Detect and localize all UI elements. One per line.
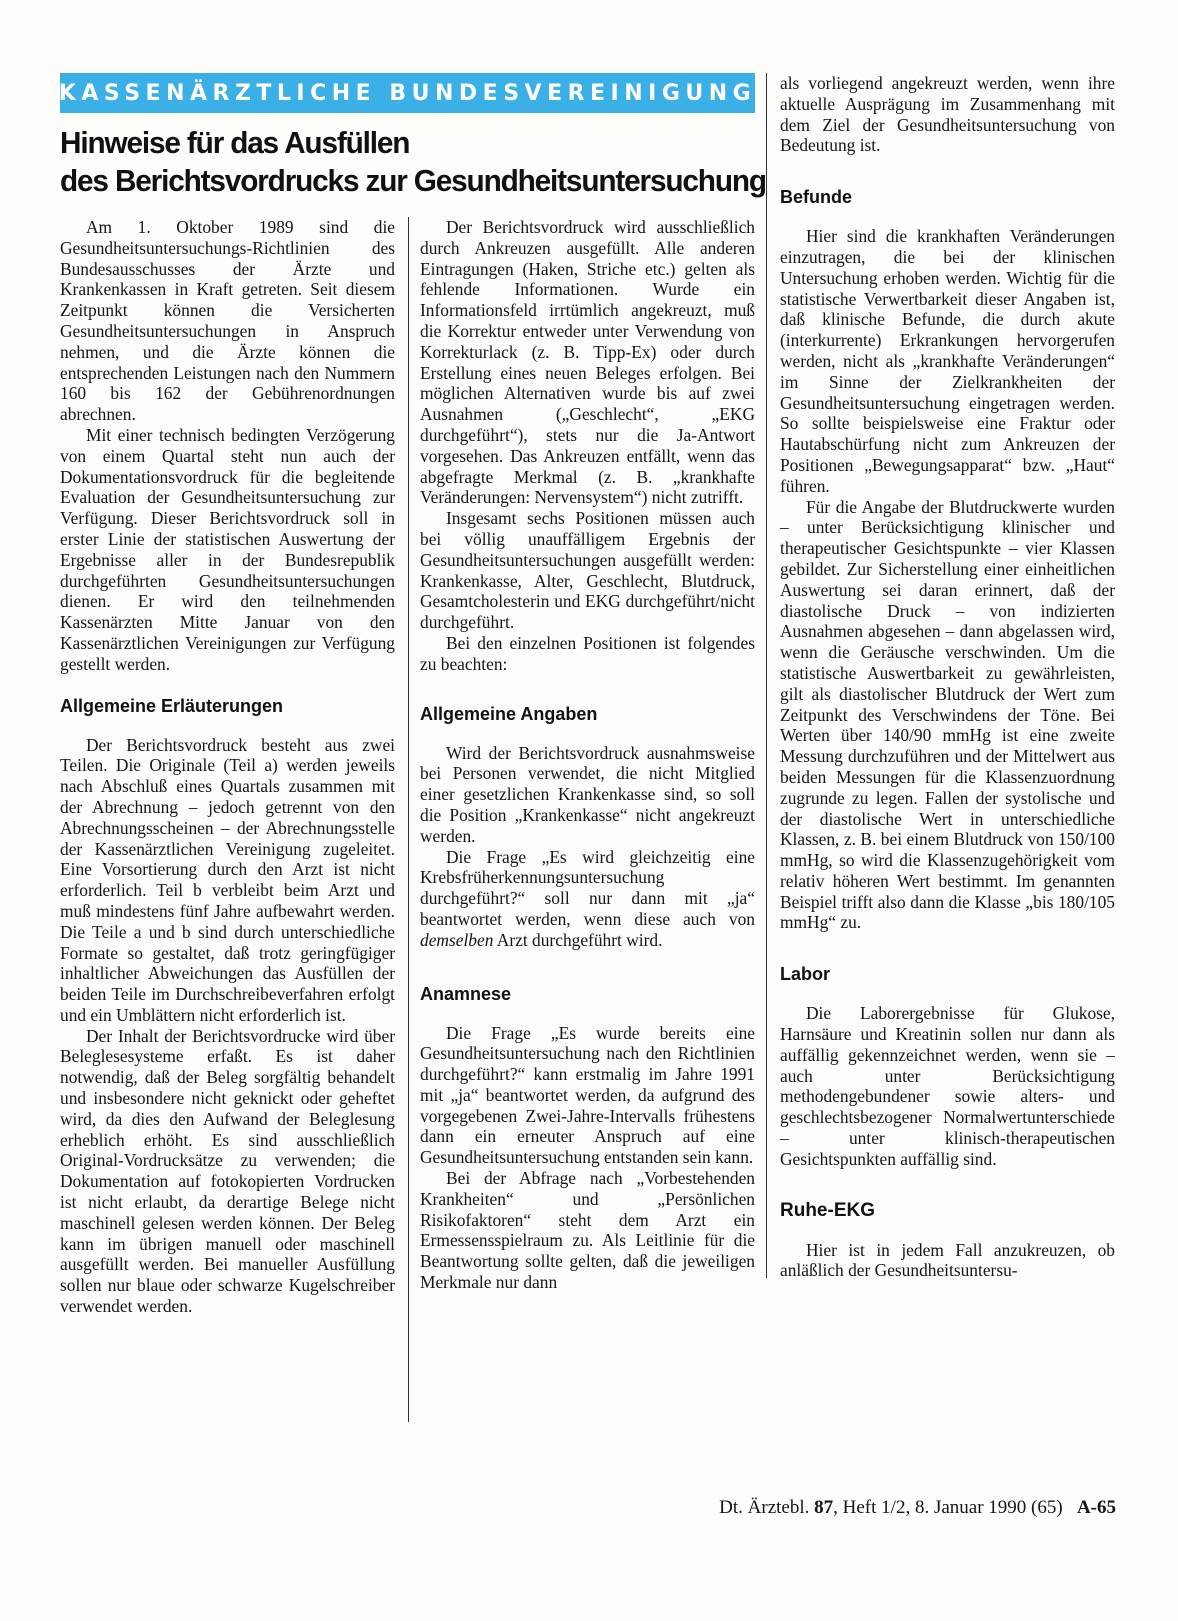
column-divider (408, 217, 409, 1422)
journal-name: Dt. Ärztebl. (719, 1497, 810, 1518)
paragraph: Die Frage „Es wurde bereits eine Gesundheitsuntersuchung nach den Richtlinien durchgeführt?“ kann erstmalig im Jahre 1991 mit „ja“ beantwortet werden, da aufgrund des vorgegebenen Zwei-Jahre-Intervalls frühestens dann ein erneuter Anspruch auf eine Gesundheitsuntersuchung entstanden sein kann. (420, 1022, 755, 1168)
paragraph: Der Inhalt der Berichtsvordrucke wird über Beleglesesysteme erfaßt. Es ist daher notwendig, daß der Beleg sorgfältig behandelt und insbesondere nicht geknickt oder geheftet wird, da dies den Aufwand der Beleglesung erheblich erhöht. Es sind ausschließlich Original-Vordrucksätze zu verwenden; die Dokumentation auf fotokopierten Vordrucken ist nicht erlaubt, da derartige Belege nicht maschinell gelesen werden können. Der Beleg kann im übrigen manuell oder maschinell ausgefüllt werden. Bei manueller Ausfüllung sollen nur blaue oder schwarze Kugelschreiber verwendet werden. (60, 1025, 395, 1317)
headline-line-1: Hinweise für das Ausfüllen (60, 125, 410, 160)
column-divider (766, 73, 767, 1278)
paragraph (420, 847, 755, 951)
text-run: Die Frage „Es wird gleichzeitig eine Krebsfrüherkennungsuntersuchung durchgeführt?“ soll nur dann mit „ja“ beantwortet werden, wenn diese auch von (420, 846, 755, 929)
paragraph: Hier sind die krankhaften Veränderungen einzutragen, die bei der klinischen Untersuchung erhoben werden. Wichtig für die statistische Verwertbarkeit dieser Angaben ist, daß klinische Befunde, die durch akute (interkurrente) Erkrankungen hervorgerufen werden, nicht als „krankhafte Veränderungen“ im Sinne der Zielkrankheiten der Gesundheitsuntersuchung eingetragen werden. So sollte beispielsweise eine Fraktur oder Hautabschürfung nicht zum Ankreuzen der Positionen „Bewegungsapparat“ bzw. „Haut“ führen. (780, 226, 1115, 496)
column-1 (60, 217, 395, 1317)
journal-volume: 87 (814, 1497, 834, 1518)
text-run: Arzt durchgeführt wird. (493, 929, 663, 950)
page-number: A-65 (1076, 1497, 1116, 1518)
paragraph: als vorliegend angekreuzt werden, wenn ihre aktuelle Ausprägung im Zusammenhang mit dem Ziel der Gesundheitsuntersuchung von Bedeutung ist. (780, 73, 1115, 156)
paragraph: Hier ist in jedem Fall anzukreuzen, ob anläßlich der Gesundheitsuntersu- (780, 1239, 1115, 1281)
paragraph: Bei der Abfrage nach „Vorbestehenden Krankheiten“ und „Persönlichen Risikofaktoren“ steht dem Arzt ein Ermessensspielraum zu. Als Leitlinie für die Beantwortung sollte gelten, daß die jeweiligen Merkmale nur dann (420, 1168, 755, 1293)
section-heading: Allgemeine Angaben (420, 703, 598, 724)
paragraph: Mit einer technisch bedingten Verzögerung von einem Quartal steht nun auch der Dokumentationsvordruck für die begleitende Evaluation der Gesundheitsuntersuchung zur Verfügung. Dieser Berichtsvordruck soll in erster Linie der statistischen Auswertung der Ergebnisse aller in der Bundesrepublik durchgeführten Gesundheitsuntersuchungen dienen. Er wird den teilnehmenden Kassenärzten Mitte Januar von den Kassenärztlichen Vereinigungen zur Verfügung gestellt werden. (60, 424, 395, 674)
banner-text: KASSENÄRZTLICHE BUNDESVEREINIGUNG (58, 80, 757, 106)
column-2 (420, 217, 755, 1293)
paragraph: Bei den einzelnen Positionen ist folgendes zu beachten: (420, 632, 755, 674)
paragraph: Am 1. Oktober 1989 sind die Gesundheitsuntersuchungs-Richtlinien des Bundesausschusses der Ärzte und Krankenkassen in Kraft getreten. Seit diesem Zeitpunkt können die Versicherten Gesundheitsuntersuchungen in Anspruch nehmen, und die Ärzte können die entsprechenden Leistungen nach den Nummern 160 bis 162 der Gebührenordnungen abrechnen. (60, 217, 395, 425)
paragraph: Der Berichtsvordruck wird ausschließlich durch Ankreuzen ausgefüllt. Alle anderen Eintragungen (Haken, Striche etc.) gelten als fehlende Informationen. Wurde ein Informationsfeld irrtümlich angekreuzt, muß die Korrektur entweder unter Verwendung von Korrekturlack (z. B. Tipp-Ex) oder durch Erstellung eines neuen Beleges erfolgen. Bei möglichen Alternativen wurde bis auf zwei Ausnahmen („Geschlecht“, „EKG durchgeführt“), stets nur die Ja-Antwort vorgesehen. Das Ankreuzen entfällt, wenn das abgefragte Merkmal (z. B. „krankhafte Veränderungen: Nervensystem“) nicht zutrifft. (420, 217, 755, 508)
section-banner (60, 73, 755, 113)
emphasis-text: demselben (420, 929, 494, 950)
headline-line-2: des Berichtsvordrucks zur Gesundheitsuntersuchung (60, 163, 766, 198)
section-heading: Befunde (780, 187, 852, 208)
issue-date: , Heft 1/2, 8. Januar 1990 (65) (833, 1497, 1063, 1518)
section-heading: Anamnese (420, 983, 512, 1004)
paragraph: Die Laborergebnisse für Glukose, Harnsäure und Kreatinin sollen nur dann als auffällig gekennzeichnet werden, wenn sie – auch unter Berücksichtigung methodengebundener sowie alters- und geschlechtsbezogener Normalwertunterschiede – unter klinisch-therapeutischen Gesichtspunkten auffällig sind. (780, 1003, 1115, 1169)
paragraph: Insgesamt sechs Positionen müssen auch bei völlig unauffälligem Ergebnis der Gesundheitsuntersuchungen ausgefüllt werden: Krankenkasse, Alter, Geschlecht, Blutdruck, Gesamtcholesterin und EKG durchgeführt/nicht durchgeführt. (420, 508, 755, 633)
paragraph: Wird der Berichtsvordruck ausnahmsweise bei Personen verwendet, die nicht Mitglied einer gesetzlichen Krankenkasse sind, so soll die Position „Krankenkasse“ nicht angekreuzt werden. (420, 742, 755, 846)
article-headline (60, 124, 766, 200)
section-heading: Ruhe-EKG (780, 1199, 875, 1221)
section-heading: Allgemeine Erläuterungen (60, 695, 284, 716)
page-footer (620, 1497, 1116, 1519)
section-heading: Labor (780, 964, 831, 985)
paragraph: Für die Angabe der Blutdruckwerte wurden – unter Berücksichtigung klinischer und therapeutischer Gesichtspunkte – vier Klassen gebildet. Zur Sicherstellung einer einheitlichen Auswertung sei daran erinnert, daß der diastolische Druck – von indizierten Ausnahmen abgesehen – dann abgelassen wird, wenn die Geräusche verschwinden. Um die statistische Auswertbarkeit zu gewährleisten, gilt als diastolischer Blutdruck der Wert zum Zeitpunkt des Verschwindens der Töne. Bei Werten über 140/90 mmHg ist eine zweite Messung durchzuführen und der Mittelwert aus beiden Messungen für die Klassenzuordnung zugrunde zu legen. Fallen der systolische und der diastolische Wert in unterschiedliche Klassen, z. B. bei einem Blutdruck von 150/100 mmHg, so wird die Klassenzugehörigkeit vom relativ höheren Wert bestimmt. Im genannten Beispiel trifft also dann die Klasse „bis 180/105 mmHg“ zu. (780, 496, 1115, 933)
column-3 (780, 73, 1115, 1281)
paragraph: Der Berichtsvordruck besteht aus zwei Teilen. Die Originale (Teil a) werden jeweils nach Abschluß eines Quartals zusammen mit der Abrechnung – jedoch getrennt von den Abrechnungsscheinen – der Abrechnungsstelle der Kassenärztlichen Vereinigung zugeleitet. Eine Vorsortierung durch den Arzt ist nicht erforderlich. Teil b verbleibt beim Arzt und muß mindestens fünf Jahre aufbewahrt werden. Die Teile a und b sind durch unterschiedliche Formate so gestaltet, daß trotz geringfügiger inhaltlicher Abweichungen das Ausfüllen der beiden Teile im Durchschreibeverfahren erfolgt und ein Umblättern nicht erforderlich ist. (60, 734, 395, 1025)
